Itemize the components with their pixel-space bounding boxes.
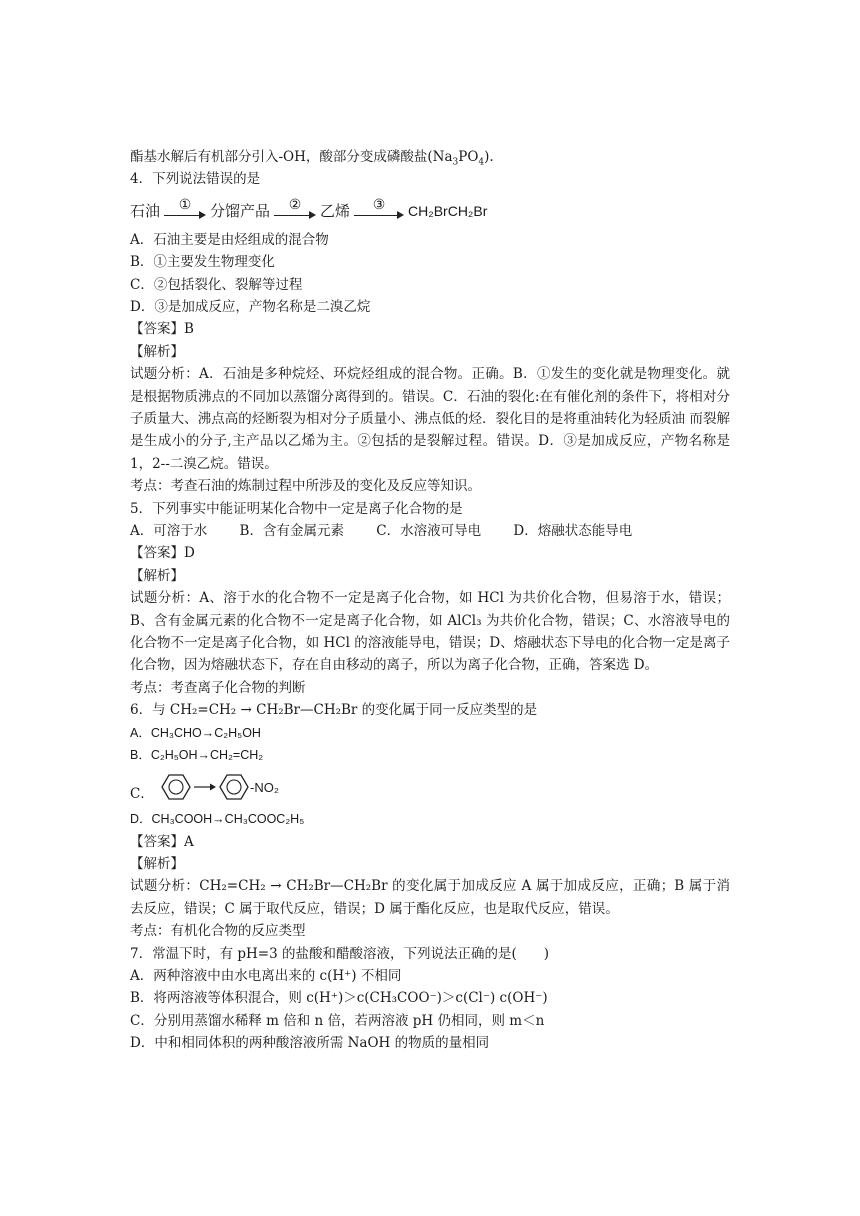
document-page — [130, 146, 730, 1055]
q5-option-c: C．水溶液可导电 — [376, 522, 482, 539]
q4-analysis-label: 【解析】 — [130, 343, 184, 360]
q4-option-b: B．①主要发生物理变化 — [130, 254, 275, 271]
q6-option-c-label: C． — [130, 786, 154, 803]
q4-answer: 【答案】B — [130, 321, 194, 338]
q5-stem: 5．下列事实中能证明某化合物中一定是离子化合物的是 — [130, 500, 463, 517]
flow-arrow-1: ① — [164, 200, 206, 222]
q5-answer: 【答案】D — [130, 545, 195, 562]
q4-point: 考点：考查石油的炼制过程中所涉及的变化及反应等知识。 — [130, 478, 481, 495]
q6-answer: 【答案】A — [130, 833, 194, 850]
q4-stem: 4．下列说法错误的是 — [130, 171, 261, 188]
flow-arrow-3: ③ — [354, 200, 404, 222]
nitro-group-label: -NO₂ — [249, 780, 279, 796]
q4-analysis: 试题分析：A．石油是多种烷烃、环烷烃组成的混合物。正确。B．①发生的变化就是物理变化。就是根据物质沸点的不同加以蒸馏分离得到的。错误。C．石油的裂化:在有催化剂的条件下，将相对分子质量大、沸点高的烃断裂为相对分子质量小、沸点低的烃．裂化目的是将重油转化为轻质油 而裂解是生成小的分子,主产品以乙烯为主。②包括的是裂解过程。错误。D．③是加成反应，产物名称是 1，2--二溴乙烷。错误。 — [130, 366, 730, 472]
q5-options — [130, 520, 730, 542]
q4-option-c: C．②包括裂化、裂解等过程 — [130, 276, 303, 293]
intro-line: 酯基水解后有机部分引入-OH，酸部分变成磷酸盐$(Na_3PO_4)$. — [130, 149, 494, 168]
q6-stem: 6．与 CH₂=CH₂ → CH₂Br—CH₂Br 的变化属于同一反应类型的是 — [130, 702, 538, 719]
q4-option-d: D．③是加成反应，产物名称是二溴乙烷 — [130, 298, 371, 315]
q6-option-c — [130, 766, 730, 808]
q6-option-b: B．C₂H₅OH→CH₂=CH₂ — [130, 747, 264, 762]
q4-flow-diagram — [130, 193, 730, 229]
flow-product-2: 乙烯 — [320, 201, 351, 220]
q6-point: 考点：有机化合物的反应类型 — [130, 923, 306, 940]
benzene-nitration-structure — [154, 768, 294, 806]
q5-analysis: 试题分析：A、溶于水的化合物不一定是离子化合物，如 HCl 为共价化合物，但易溶于水，错误；B、含有金属元素的化合物不一定是离子化合物，如 AlCl₃ 为共价化合物，错误；C、水溶液导电的化合物不一定是离子化合物，如 HCl 的溶液能导电，错误；D、熔融状态下导电的化合物一定是离子化合物，因为熔融状态下，存在自由移动的离子，所以为离子化合物，正确，答案选 D。 — [130, 590, 730, 674]
q6-option-d: D．CH₃COOH→CH₃COOC₂H₅ — [130, 812, 305, 827]
q7-option-a: A．两种溶液中由水电离出来的 c(H⁺) 不相同 — [130, 968, 402, 985]
q6-option-a: A．CH₃CHO→C₂H₅OH — [130, 725, 261, 740]
q7-stem: 7．常温下时，有 pH=3 的盐酸和醋酸溶液，下列说法正确的是( ) — [130, 945, 550, 962]
q5-point: 考点：考查离子化合物的判断 — [130, 679, 306, 696]
flow-product-1: 分馏产品 — [210, 201, 271, 220]
flow-product-3: CH₂BrCH₂Br — [408, 202, 488, 219]
q5-option-a: A．可溶于水 — [130, 522, 208, 539]
q5-option-d: D．熔融状态能导电 — [513, 522, 633, 539]
flow-arrow-2: ② — [274, 200, 316, 222]
q6-analysis: 试题分析：CH₂=CH₂ → CH₂Br—CH₂Br 的变化属于加成反应 A 属于加成反应，正确；B 属于消去反应，错误；C 属于取代反应，错误；D 属于酯化反应，也是取代反应，错误。 — [130, 878, 730, 917]
q7-option-d: D．中和相同体积的两种酸溶液所需 NaOH 的物质的量相同 — [130, 1035, 490, 1052]
q4-option-a: A．石油主要是由烃组成的混合物 — [130, 231, 329, 248]
q5-option-b: B．含有金属元素 — [239, 522, 344, 539]
q7-option-c: C．分别用蒸馏水稀释 m 倍和 n 倍，若两溶液 pH 仍相同，则 m＜n — [130, 1012, 545, 1029]
q5-analysis-label: 【解析】 — [130, 567, 184, 584]
flow-start: 石油 — [130, 201, 161, 220]
q6-analysis-label: 【解析】 — [130, 856, 184, 873]
q7-option-b: B．将两溶液等体积混合，则 c(H⁺)＞c(CH₃COO⁻)＞c(Cl⁻) c(OH⁻) — [130, 990, 548, 1007]
